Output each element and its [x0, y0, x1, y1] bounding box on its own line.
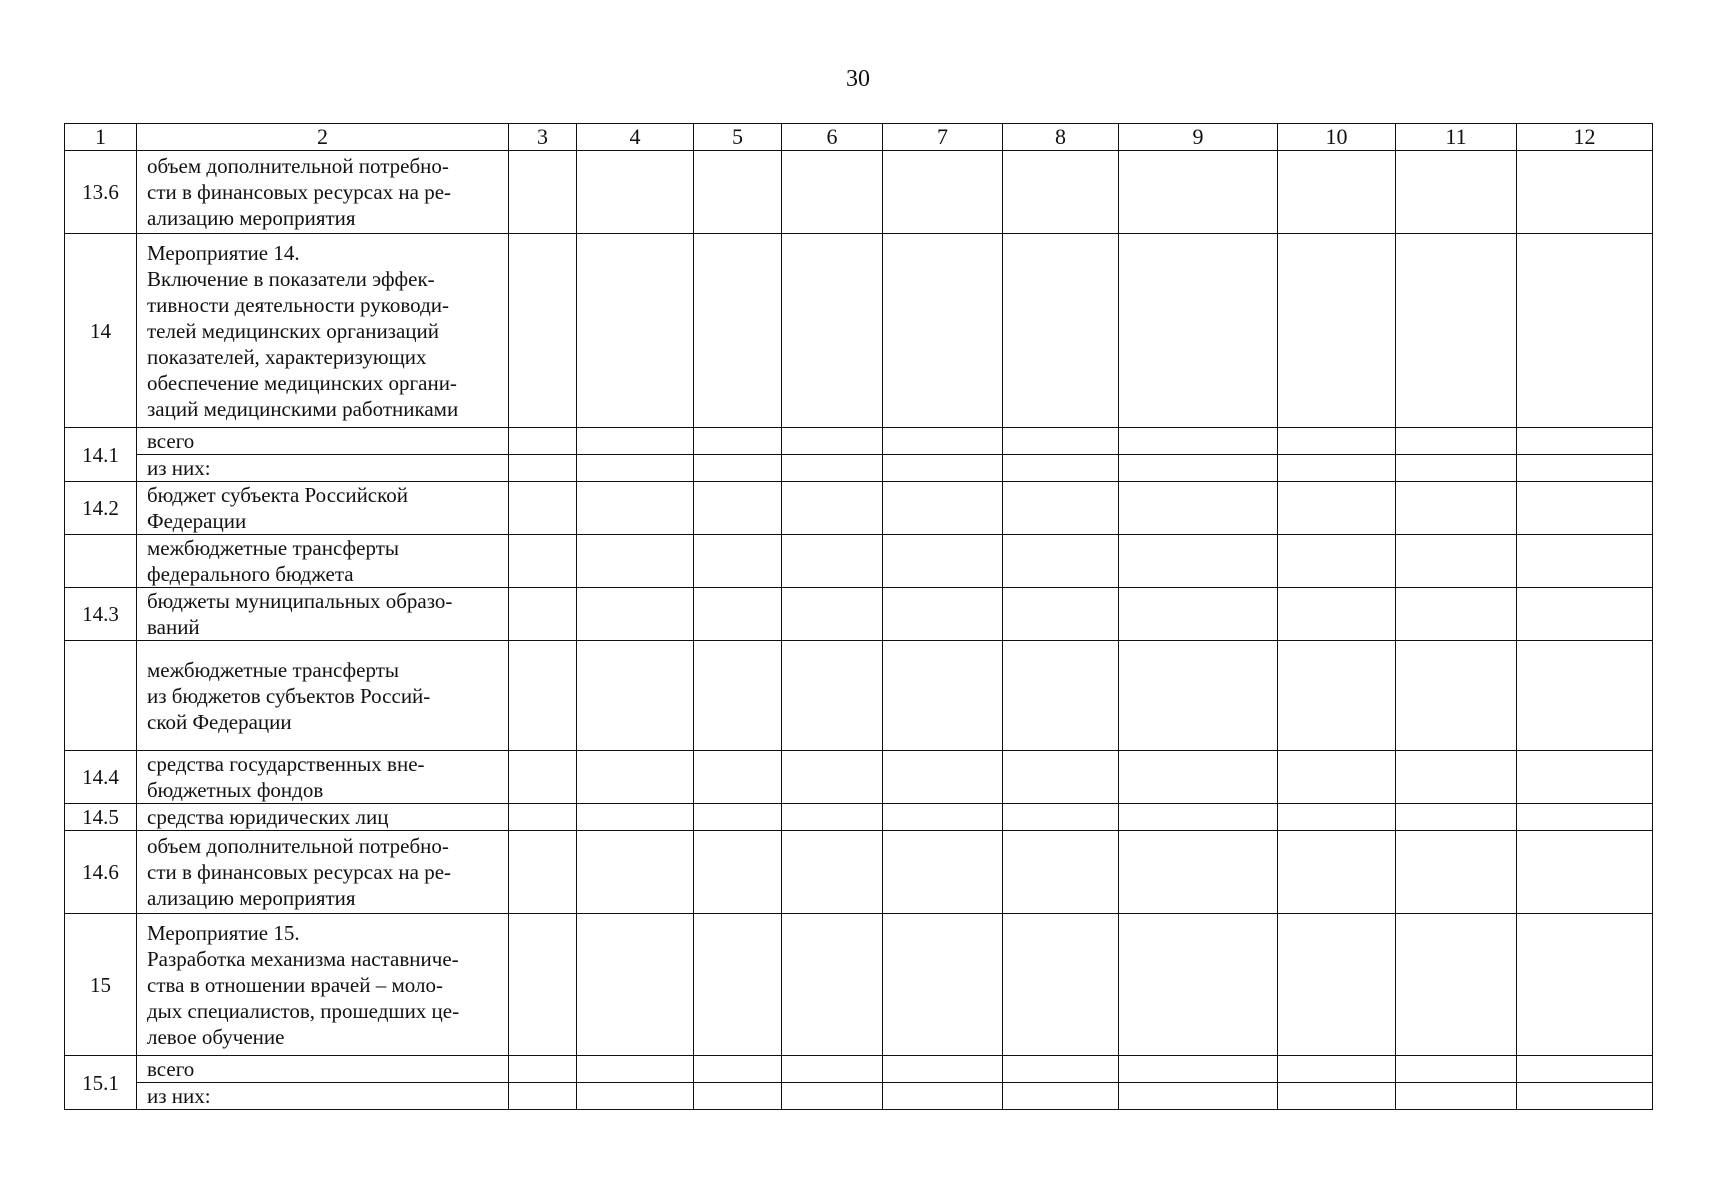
- empty-cell: [1119, 482, 1278, 535]
- row-number: 14.2: [65, 482, 137, 535]
- description-line: всего: [147, 429, 195, 453]
- description-line: средства государственных вне-: [147, 752, 425, 776]
- row-number: 14.3: [65, 588, 137, 641]
- empty-cell: [1396, 1056, 1517, 1083]
- empty-cell: [883, 1056, 1003, 1083]
- empty-cell: [883, 751, 1003, 804]
- empty-cell: [782, 535, 883, 588]
- description-line: бюджеты муниципальных образо-: [147, 589, 453, 613]
- empty-cell: [509, 151, 577, 234]
- empty-cell: [1517, 831, 1653, 914]
- empty-cell: [694, 914, 782, 1056]
- empty-cell: [1278, 914, 1396, 1056]
- empty-cell: [1003, 804, 1119, 831]
- row-description: [137, 751, 509, 804]
- empty-cell: [1003, 428, 1119, 455]
- empty-cell: [577, 1083, 694, 1110]
- empty-cell: [1119, 234, 1278, 428]
- row-description: [137, 831, 509, 914]
- empty-cell: [1119, 535, 1278, 588]
- empty-cell: [1003, 234, 1119, 428]
- empty-cell: [1517, 1083, 1653, 1110]
- empty-cell: [782, 641, 883, 751]
- empty-cell: [1278, 234, 1396, 428]
- row-number: 13.6: [65, 151, 137, 234]
- empty-cell: [782, 151, 883, 234]
- table-row: [65, 151, 1653, 234]
- empty-cell: [1278, 588, 1396, 641]
- empty-cell: [1517, 482, 1653, 535]
- empty-cell: [782, 751, 883, 804]
- data-table: [64, 123, 1653, 1110]
- empty-cell: [509, 1056, 577, 1083]
- empty-cell: [1003, 535, 1119, 588]
- empty-cell: [1003, 1083, 1119, 1110]
- row-description: [137, 1056, 509, 1083]
- empty-cell: [1003, 914, 1119, 1056]
- empty-cell: [509, 914, 577, 1056]
- empty-cell: [782, 1056, 883, 1083]
- table-row: [65, 914, 1653, 1056]
- empty-cell: [509, 535, 577, 588]
- row-number: [65, 641, 137, 751]
- empty-cell: [694, 482, 782, 535]
- column-header: 2: [137, 124, 509, 151]
- empty-cell: [883, 455, 1003, 482]
- empty-cell: [1003, 588, 1119, 641]
- description-line: Мероприятие 14.: [147, 240, 300, 265]
- empty-cell: [1278, 1083, 1396, 1110]
- empty-cell: [509, 751, 577, 804]
- row-description: [137, 588, 509, 641]
- empty-cell: [1517, 234, 1653, 428]
- empty-cell: [694, 455, 782, 482]
- empty-cell: [1119, 428, 1278, 455]
- empty-cell: [1396, 914, 1517, 1056]
- column-header: 12: [1517, 124, 1653, 151]
- empty-cell: [1119, 151, 1278, 234]
- empty-cell: [782, 455, 883, 482]
- empty-cell: [883, 1083, 1003, 1110]
- empty-cell: [782, 804, 883, 831]
- description-line: Включение в показатели эффек-: [147, 266, 435, 291]
- table-row: [65, 751, 1653, 804]
- table-row: [65, 588, 1653, 641]
- empty-cell: [1396, 455, 1517, 482]
- empty-cell: [782, 428, 883, 455]
- description-line: тивности деятельности руководи-: [147, 292, 449, 317]
- empty-cell: [1119, 641, 1278, 751]
- description-line: объем дополнительной потребно-: [147, 154, 449, 178]
- empty-cell: [1003, 151, 1119, 234]
- empty-cell: [694, 588, 782, 641]
- description-line: показателей, характеризующих: [147, 344, 427, 369]
- empty-cell: [577, 751, 694, 804]
- table-row: [65, 1056, 1653, 1083]
- page-number: 30: [846, 66, 870, 92]
- description-line: всего: [147, 1057, 195, 1081]
- empty-cell: [1396, 535, 1517, 588]
- description-line: сти в финансовых ресурсах на ре-: [147, 860, 452, 884]
- description-line: дых специалистов, прошедших це-: [147, 998, 460, 1023]
- empty-cell: [1003, 751, 1119, 804]
- table-row: [65, 804, 1653, 831]
- description-line: ской Федерации: [147, 709, 292, 734]
- row-number: 14: [65, 234, 137, 428]
- empty-cell: [883, 804, 1003, 831]
- empty-cell: [1003, 1056, 1119, 1083]
- description-line: Мероприятие 15.: [147, 920, 300, 945]
- column-header: 6: [782, 124, 883, 151]
- empty-cell: [509, 455, 577, 482]
- empty-cell: [1278, 151, 1396, 234]
- empty-cell: [1119, 455, 1278, 482]
- table-row: [65, 482, 1653, 535]
- description-line: Разработка механизма наставниче-: [147, 946, 459, 971]
- header-row: [65, 124, 1653, 151]
- empty-cell: [509, 641, 577, 751]
- empty-cell: [577, 535, 694, 588]
- empty-cell: [1517, 751, 1653, 804]
- row-number: 14.4: [65, 751, 137, 804]
- table-row: [65, 234, 1653, 428]
- column-header: 5: [694, 124, 782, 151]
- empty-cell: [509, 588, 577, 641]
- table-row: [65, 831, 1653, 914]
- empty-cell: [577, 914, 694, 1056]
- empty-cell: [1003, 455, 1119, 482]
- empty-cell: [694, 535, 782, 588]
- empty-cell: [1396, 831, 1517, 914]
- description-line: ства в отношении врачей – моло-: [147, 972, 443, 997]
- description-line: межбюджетные трансферты: [147, 536, 399, 560]
- empty-cell: [577, 151, 694, 234]
- empty-cell: [694, 751, 782, 804]
- empty-cell: [577, 831, 694, 914]
- empty-cell: [1517, 1056, 1653, 1083]
- empty-cell: [883, 428, 1003, 455]
- row-description: [137, 234, 509, 428]
- empty-cell: [1396, 428, 1517, 455]
- column-header: 1: [65, 124, 137, 151]
- empty-cell: [1278, 831, 1396, 914]
- empty-cell: [1517, 804, 1653, 831]
- empty-cell: [1517, 455, 1653, 482]
- row-description: [137, 428, 509, 455]
- description-line: федерального бюджета: [147, 562, 354, 586]
- empty-cell: [694, 1056, 782, 1083]
- empty-cell: [1396, 751, 1517, 804]
- empty-cell: [577, 234, 694, 428]
- empty-cell: [883, 234, 1003, 428]
- empty-cell: [1278, 482, 1396, 535]
- empty-cell: [1517, 641, 1653, 751]
- empty-cell: [782, 234, 883, 428]
- empty-cell: [883, 535, 1003, 588]
- empty-cell: [509, 831, 577, 914]
- empty-cell: [577, 804, 694, 831]
- empty-cell: [1278, 751, 1396, 804]
- table-row: [65, 535, 1653, 588]
- row-description: [137, 641, 509, 751]
- row-number: 15.1: [65, 1056, 137, 1110]
- column-header: 10: [1278, 124, 1396, 151]
- empty-cell: [694, 151, 782, 234]
- row-number: 14.5: [65, 804, 137, 831]
- empty-cell: [694, 428, 782, 455]
- empty-cell: [1396, 482, 1517, 535]
- empty-cell: [1119, 831, 1278, 914]
- empty-cell: [694, 234, 782, 428]
- empty-cell: [1517, 588, 1653, 641]
- column-header: 3: [509, 124, 577, 151]
- empty-cell: [1396, 588, 1517, 641]
- description-line: объем дополнительной потребно-: [147, 834, 449, 858]
- empty-cell: [1396, 151, 1517, 234]
- row-description: [137, 151, 509, 234]
- empty-cell: [1517, 428, 1653, 455]
- empty-cell: [782, 482, 883, 535]
- empty-cell: [577, 588, 694, 641]
- description-line: ализацию мероприятия: [147, 886, 356, 910]
- row-number: 14.6: [65, 831, 137, 914]
- empty-cell: [782, 914, 883, 1056]
- column-header: 9: [1119, 124, 1278, 151]
- description-line: из бюджетов субъектов Россий-: [147, 683, 431, 708]
- empty-cell: [1278, 455, 1396, 482]
- table-row: [65, 428, 1653, 455]
- column-header: 11: [1396, 124, 1517, 151]
- row-number: 14.1: [65, 428, 137, 482]
- empty-cell: [1278, 535, 1396, 588]
- empty-cell: [577, 428, 694, 455]
- empty-cell: [509, 482, 577, 535]
- description-line: ваний: [147, 615, 200, 639]
- empty-cell: [1003, 831, 1119, 914]
- empty-cell: [1278, 428, 1396, 455]
- row-description: [137, 804, 509, 831]
- description-line: телей медицинских организаций: [147, 318, 440, 343]
- description-line: сти в финансовых ресурсах на ре-: [147, 180, 452, 204]
- column-header: 7: [883, 124, 1003, 151]
- row-description: [137, 1083, 509, 1110]
- description-line: обеспечение медицинских органи-: [147, 370, 457, 395]
- table-row: [65, 1083, 1653, 1110]
- description-line: средства юридических лиц: [147, 805, 389, 829]
- empty-cell: [1396, 234, 1517, 428]
- empty-cell: [577, 482, 694, 535]
- empty-cell: [1119, 914, 1278, 1056]
- empty-cell: [577, 455, 694, 482]
- empty-cell: [883, 588, 1003, 641]
- empty-cell: [782, 588, 883, 641]
- empty-cell: [509, 804, 577, 831]
- column-header: 8: [1003, 124, 1119, 151]
- empty-cell: [1119, 1083, 1278, 1110]
- empty-cell: [1517, 535, 1653, 588]
- description-line: левое обучение: [147, 1024, 285, 1049]
- table-row: [65, 455, 1653, 482]
- empty-cell: [782, 1083, 883, 1110]
- empty-cell: [1278, 641, 1396, 751]
- row-description: [137, 914, 509, 1056]
- description-line: из них:: [147, 1084, 211, 1108]
- empty-cell: [883, 641, 1003, 751]
- row-number: 15: [65, 914, 137, 1056]
- empty-cell: [1003, 641, 1119, 751]
- empty-cell: [694, 831, 782, 914]
- empty-cell: [577, 641, 694, 751]
- row-number: [65, 535, 137, 588]
- table-row: [65, 641, 1653, 751]
- empty-cell: [1278, 1056, 1396, 1083]
- empty-cell: [1119, 1056, 1278, 1083]
- empty-cell: [509, 234, 577, 428]
- empty-cell: [694, 641, 782, 751]
- description-line: межбюджетные трансферты: [147, 657, 399, 682]
- description-line: бюджетных фондов: [147, 778, 324, 802]
- empty-cell: [883, 831, 1003, 914]
- empty-cell: [1119, 804, 1278, 831]
- description-line: бюджет субъекта Российской: [147, 483, 409, 507]
- empty-cell: [694, 1083, 782, 1110]
- row-description: [137, 482, 509, 535]
- row-description: [137, 535, 509, 588]
- empty-cell: [509, 428, 577, 455]
- empty-cell: [1119, 588, 1278, 641]
- empty-cell: [1396, 641, 1517, 751]
- empty-cell: [1396, 804, 1517, 831]
- row-description: [137, 455, 509, 482]
- empty-cell: [1517, 151, 1653, 234]
- empty-cell: [577, 1056, 694, 1083]
- column-header: 4: [577, 124, 694, 151]
- empty-cell: [1119, 751, 1278, 804]
- description-line: ализацию мероприятия: [147, 206, 356, 230]
- description-line: из них:: [147, 456, 211, 480]
- empty-cell: [782, 831, 883, 914]
- empty-cell: [694, 804, 782, 831]
- description-line: Федерации: [147, 509, 247, 533]
- empty-cell: [883, 914, 1003, 1056]
- empty-cell: [883, 482, 1003, 535]
- empty-cell: [1517, 914, 1653, 1056]
- empty-cell: [1396, 1083, 1517, 1110]
- empty-cell: [883, 151, 1003, 234]
- description-line: заций медицинскими работниками: [147, 396, 459, 421]
- empty-cell: [1278, 804, 1396, 831]
- empty-cell: [509, 1083, 577, 1110]
- empty-cell: [1003, 482, 1119, 535]
